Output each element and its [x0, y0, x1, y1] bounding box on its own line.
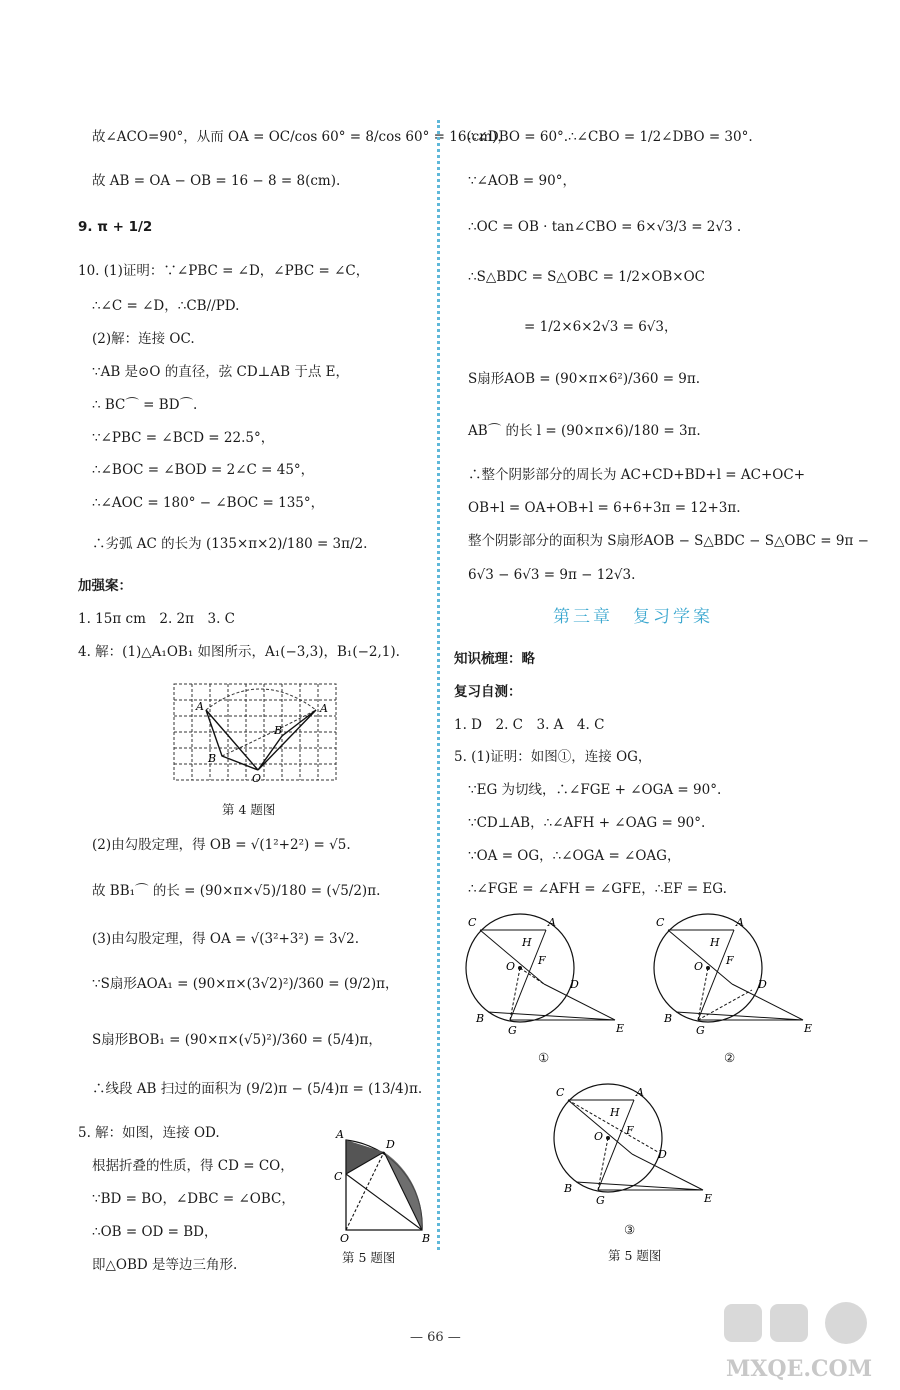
- svg-text:C: C: [556, 1086, 565, 1099]
- text-line: ∵BD = BO，∠DBC = ∠OBC，: [92, 1191, 295, 1207]
- chapter-title: 第三章 复习学案: [553, 607, 713, 627]
- text-line: ∴∠C = ∠D，∴CB//PD.: [92, 298, 240, 314]
- svg-text:G: G: [508, 1024, 517, 1037]
- svg-text:B: B: [422, 1232, 431, 1244]
- text-line: S扇形AOB = (90×π×6²)/360 = 9π.: [468, 371, 701, 387]
- svg-text:D: D: [758, 978, 767, 991]
- figure-4-caption: 第 4 题图: [222, 802, 276, 817]
- svg-text:D: D: [386, 1138, 395, 1151]
- svg-text:F: F: [626, 1124, 634, 1137]
- text-line: ∴OB = OD = BD，: [92, 1224, 218, 1240]
- svg-text:H: H: [522, 936, 532, 949]
- text-line: ∴S△BDC = S△OBC = 1/2×OB×OC: [468, 269, 706, 285]
- column-divider: [437, 120, 440, 1250]
- text-line: = 1/2×6×2√3 = 6√3，: [524, 319, 678, 335]
- svg-text:D: D: [658, 1148, 667, 1161]
- text-line: OB+l = OA+OB+l = 6+6+3π = 12+3π.: [468, 500, 741, 516]
- svg-text:C: C: [468, 916, 477, 929]
- text-line: AB⌒ 的长 l = (90×π×6)/180 = 3π.: [468, 423, 701, 439]
- section-heading: 复习自测：: [454, 684, 522, 700]
- svg-text:B: B: [476, 1012, 485, 1025]
- svg-text:A: A: [636, 1086, 644, 1099]
- text-line: (3)由勾股定理，得 OA = √(3²+3²) = 3√2.: [92, 931, 360, 947]
- svg-text:A: A: [336, 1128, 344, 1141]
- text-line: ∴ BC⌒ = BD⌒.: [92, 397, 198, 413]
- figure-label-3: ③: [624, 1222, 636, 1237]
- svg-text:A: A: [548, 916, 556, 929]
- text-line: ∴劣弧 AC 的长为 (135×π×2)/180 = 3π/2.: [92, 536, 368, 552]
- text-line: ∴∠BOC = ∠BOD = 2∠C = 45°，: [92, 462, 315, 478]
- svg-text:B: B: [208, 752, 217, 765]
- text-line: 故 AB = OA − OB = 16 − 8 = 8(cm).: [92, 173, 341, 189]
- text-line: ∵∠PBC = ∠BCD = 22.5°，: [92, 430, 275, 446]
- svg-text:B: B: [274, 724, 283, 737]
- svg-text:A: A: [320, 702, 328, 715]
- answer-4: 4. 解：(1)△A₁OB₁ 如图所示，A₁(−3,3)，B₁(−2,1).: [78, 644, 400, 660]
- svg-text:B: B: [564, 1182, 573, 1195]
- text-line: ∵∠AOB = 90°，: [468, 173, 576, 189]
- text-line: (2)由勾股定理，得 OB = √(1²+2²) = √5.: [92, 837, 351, 853]
- text-line: ∴∠AOC = 180° − ∠BOC = 135°，: [92, 495, 325, 511]
- answer-5: 5. 解：如图，连接 OD.: [78, 1125, 220, 1141]
- text-line: ∵AB 是⊙O 的直径，弦 CD⊥AB 于点 E，: [92, 364, 349, 380]
- svg-text:E: E: [616, 1022, 625, 1035]
- page-number: — 66 —: [410, 1330, 461, 1345]
- circle-figure-1: [460, 912, 630, 1047]
- text-line: 即△OBD 是等边三角形.: [92, 1257, 238, 1273]
- section-heading: 知识梳理：略: [454, 651, 535, 667]
- answers-1-3: 1. 15π cm 2. 2π 3. C: [78, 611, 236, 627]
- svg-text:O: O: [506, 960, 516, 973]
- answer-10: 10. (1)证明：∵∠PBC = ∠D，∠PBC = ∠C，: [78, 263, 370, 279]
- svg-text:O: O: [340, 1232, 350, 1244]
- text-line: ∴∠DBO = 60°.∴∠CBO = 1/2∠DBO = 30°.: [468, 129, 753, 145]
- svg-text:A: A: [196, 700, 204, 713]
- svg-text:C: C: [334, 1170, 343, 1183]
- text-line: 根据折叠的性质，得 CD = CO，: [92, 1158, 294, 1174]
- svg-text:H: H: [610, 1106, 620, 1119]
- circle-figure-3: [548, 1082, 718, 1217]
- section-heading: 加强案：: [78, 578, 132, 594]
- text-line: 6√3 − 6√3 = 9π − 12√3.: [468, 567, 636, 583]
- svg-text:G: G: [696, 1024, 705, 1037]
- svg-text:G: G: [596, 1194, 605, 1207]
- figure-label-2: ②: [724, 1050, 736, 1065]
- text-line: ∴整个阴影部分的周长为 AC+CD+BD+l = AC+OC+: [468, 467, 806, 483]
- svg-text:O: O: [594, 1130, 604, 1143]
- svg-text:O: O: [694, 960, 704, 973]
- figure-5-caption: 第 5 题图: [608, 1248, 662, 1263]
- svg-text:E: E: [804, 1022, 813, 1035]
- watermark-text: MXQE.COM: [726, 1356, 873, 1382]
- svg-text:C: C: [656, 916, 665, 929]
- figure-5-caption: 第 5 题图: [342, 1250, 396, 1265]
- svg-text:H: H: [710, 936, 720, 949]
- text-line: 整个阴影部分的面积为 S扇形AOB − S△BDC − S△OBC = 9π −: [468, 533, 869, 549]
- text-line: ∵CD⊥AB，∴∠AFH + ∠OAG = 90°.: [468, 815, 706, 831]
- text-line: ∵OA = OG，∴∠OGA = ∠OAG，: [468, 848, 681, 864]
- text-line: 故 BB₁⌒ 的长 = (90×π×√5)/180 = (√5/2)π.: [92, 883, 381, 899]
- text-line: 故∠ACO=90°，从而 OA = OC/cos 60° = 8/cos 60° = 16(cm)，: [92, 129, 511, 145]
- svg-text:E: E: [704, 1192, 713, 1205]
- svg-text:A: A: [736, 916, 744, 929]
- figure-5-left: [332, 1122, 437, 1244]
- svg-text:D: D: [570, 978, 579, 991]
- text-line: ∵S扇形AOA₁ = (90×π×(3√2)²)/360 = (9/2)π，: [92, 976, 399, 992]
- svg-text:F: F: [538, 954, 546, 967]
- svg-text:B: B: [664, 1012, 673, 1025]
- text-line: ∴OC = OB · tan∠CBO = 6×√3/3 = 2√3 .: [468, 219, 742, 235]
- answer-5: 5. (1)证明：如图①，连接 OG，: [454, 749, 652, 765]
- watermark-logo: [718, 1298, 888, 1383]
- answers-1-4: 1. D 2. C 3. A 4. C: [454, 717, 605, 733]
- text-line: ∴∠FGE = ∠AFH = ∠GFE，∴EF = EG.: [468, 881, 727, 897]
- text-line: S扇形BOB₁ = (90×π×(√5)²)/360 = (5/4)π，: [92, 1032, 382, 1048]
- figure-4-grid: [170, 680, 340, 786]
- svg-text:F: F: [726, 954, 734, 967]
- answer-9: 9. π + 1/2: [78, 219, 153, 235]
- circle-figure-2: [648, 912, 818, 1047]
- figure-label-1: ①: [538, 1050, 550, 1065]
- text-line: ∵EG 为切线，∴∠FGE + ∠OGA = 90°.: [468, 782, 722, 798]
- text-line: (2)解：连接 OC.: [92, 331, 195, 347]
- text-line: ∴线段 AB 扫过的面积为 (9/2)π − (5/4)π = (13/4)π.: [92, 1081, 423, 1097]
- svg-text:O: O: [252, 772, 262, 785]
